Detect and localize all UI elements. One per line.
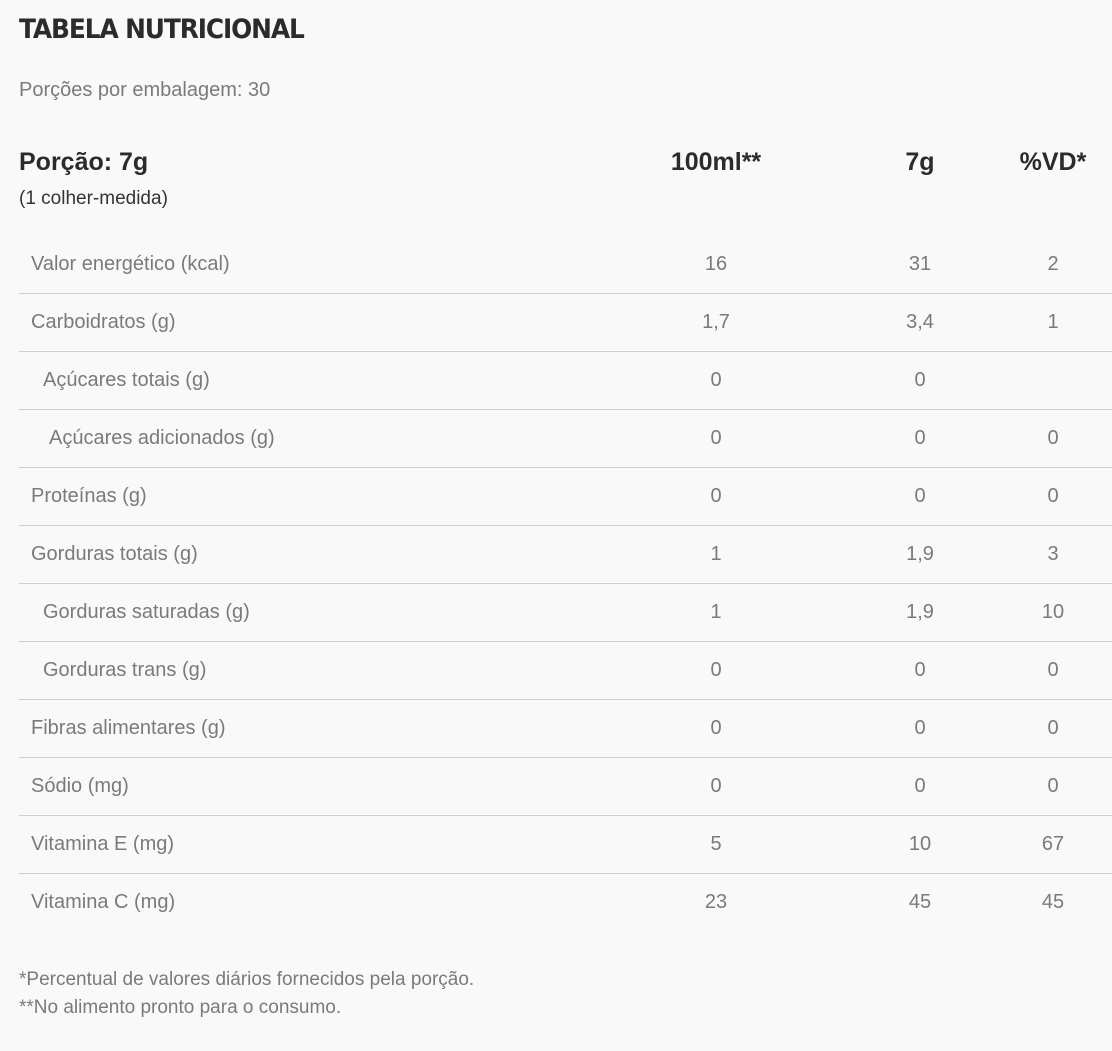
value-100ml: 0: [710, 775, 722, 797]
portion-size: Porção: 7g: [19, 148, 149, 176]
nutrient-label: Valor energético (kcal): [31, 253, 230, 275]
nutrition-table: [19, 236, 1112, 932]
table-row: [19, 758, 1112, 816]
value-100ml: 1,7: [702, 311, 730, 333]
value-portion: 0: [914, 775, 926, 797]
value-100ml: 0: [710, 427, 722, 449]
nutrient-label: Vitamina E (mg): [31, 833, 175, 855]
value-portion: 0: [914, 659, 926, 681]
table-row: [19, 700, 1112, 758]
nutrient-label: Vitamina C (mg): [31, 891, 176, 913]
table-row: [19, 584, 1112, 642]
value-100ml: 0: [710, 369, 722, 391]
nutrient-label: Gorduras trans (g): [43, 659, 207, 681]
servings-per-package: Porções por embalagem: 30: [19, 79, 271, 101]
value-daily-percent: 45: [1041, 891, 1065, 913]
value-100ml: 23: [704, 891, 728, 913]
value-portion: 3,4: [906, 311, 934, 333]
nutrient-label: Proteínas (g): [31, 485, 147, 507]
nutrient-label: Sódio (mg): [31, 775, 129, 797]
value-portion: 45: [908, 891, 932, 913]
nutrient-label: Gorduras saturadas (g): [43, 601, 250, 623]
value-daily-percent: 67: [1041, 833, 1065, 855]
nutrient-label: Açúcares totais (g): [43, 369, 210, 391]
nutrient-label: Fibras alimentares (g): [31, 717, 226, 739]
value-daily-percent: 0: [1047, 717, 1059, 739]
table-row: [19, 642, 1112, 700]
value-portion: 1,9: [906, 601, 934, 623]
table-row: [19, 526, 1112, 584]
nutrient-label: Carboidratos (g): [31, 311, 176, 333]
value-daily-percent: 10: [1041, 601, 1065, 623]
value-daily-percent: 0: [1047, 659, 1059, 681]
column-header-100ml: 100ml**: [670, 148, 762, 176]
page-title: TABELA NUTRICIONAL: [19, 14, 304, 45]
value-portion: 0: [914, 717, 926, 739]
value-daily-percent: 0: [1047, 775, 1059, 797]
value-100ml: 5: [710, 833, 722, 855]
value-100ml: 0: [710, 717, 722, 739]
nutrient-label: Açúcares adicionados (g): [49, 427, 275, 449]
value-daily-percent: 3: [1047, 543, 1059, 565]
value-daily-percent: 1: [1047, 311, 1059, 333]
value-portion: 0: [914, 427, 926, 449]
value-portion: 0: [914, 369, 926, 391]
value-daily-percent: 0: [1047, 427, 1059, 449]
footnote-ready-to-eat: **No alimento pronto para o consumo.: [19, 997, 342, 1018]
table-row: [19, 352, 1112, 410]
value-100ml: 1: [710, 543, 722, 565]
footnote-daily-value: *Percentual de valores diários fornecidos pela porção.: [19, 969, 475, 990]
value-100ml: 1: [710, 601, 722, 623]
table-row: [19, 294, 1112, 352]
column-header-daily-value: %VD*: [1019, 148, 1087, 176]
value-daily-percent: 0: [1047, 485, 1059, 507]
value-portion: 31: [908, 253, 932, 275]
value-daily-percent: 2: [1047, 253, 1059, 275]
value-portion: 10: [908, 833, 932, 855]
column-header-portion: 7g: [905, 148, 935, 176]
table-row: [19, 874, 1112, 932]
portion-note: (1 colher-medida): [19, 188, 168, 209]
nutrient-label: Gorduras totais (g): [31, 543, 198, 565]
table-row: [19, 236, 1112, 294]
value-100ml: 16: [704, 253, 728, 275]
table-row: [19, 410, 1112, 468]
value-portion: 0: [914, 485, 926, 507]
table-header: [19, 148, 1112, 218]
table-row: [19, 468, 1112, 526]
table-row: [19, 816, 1112, 874]
value-100ml: 0: [710, 485, 722, 507]
value-100ml: 0: [710, 659, 722, 681]
footnotes: [19, 966, 474, 1022]
value-portion: 1,9: [906, 543, 934, 565]
